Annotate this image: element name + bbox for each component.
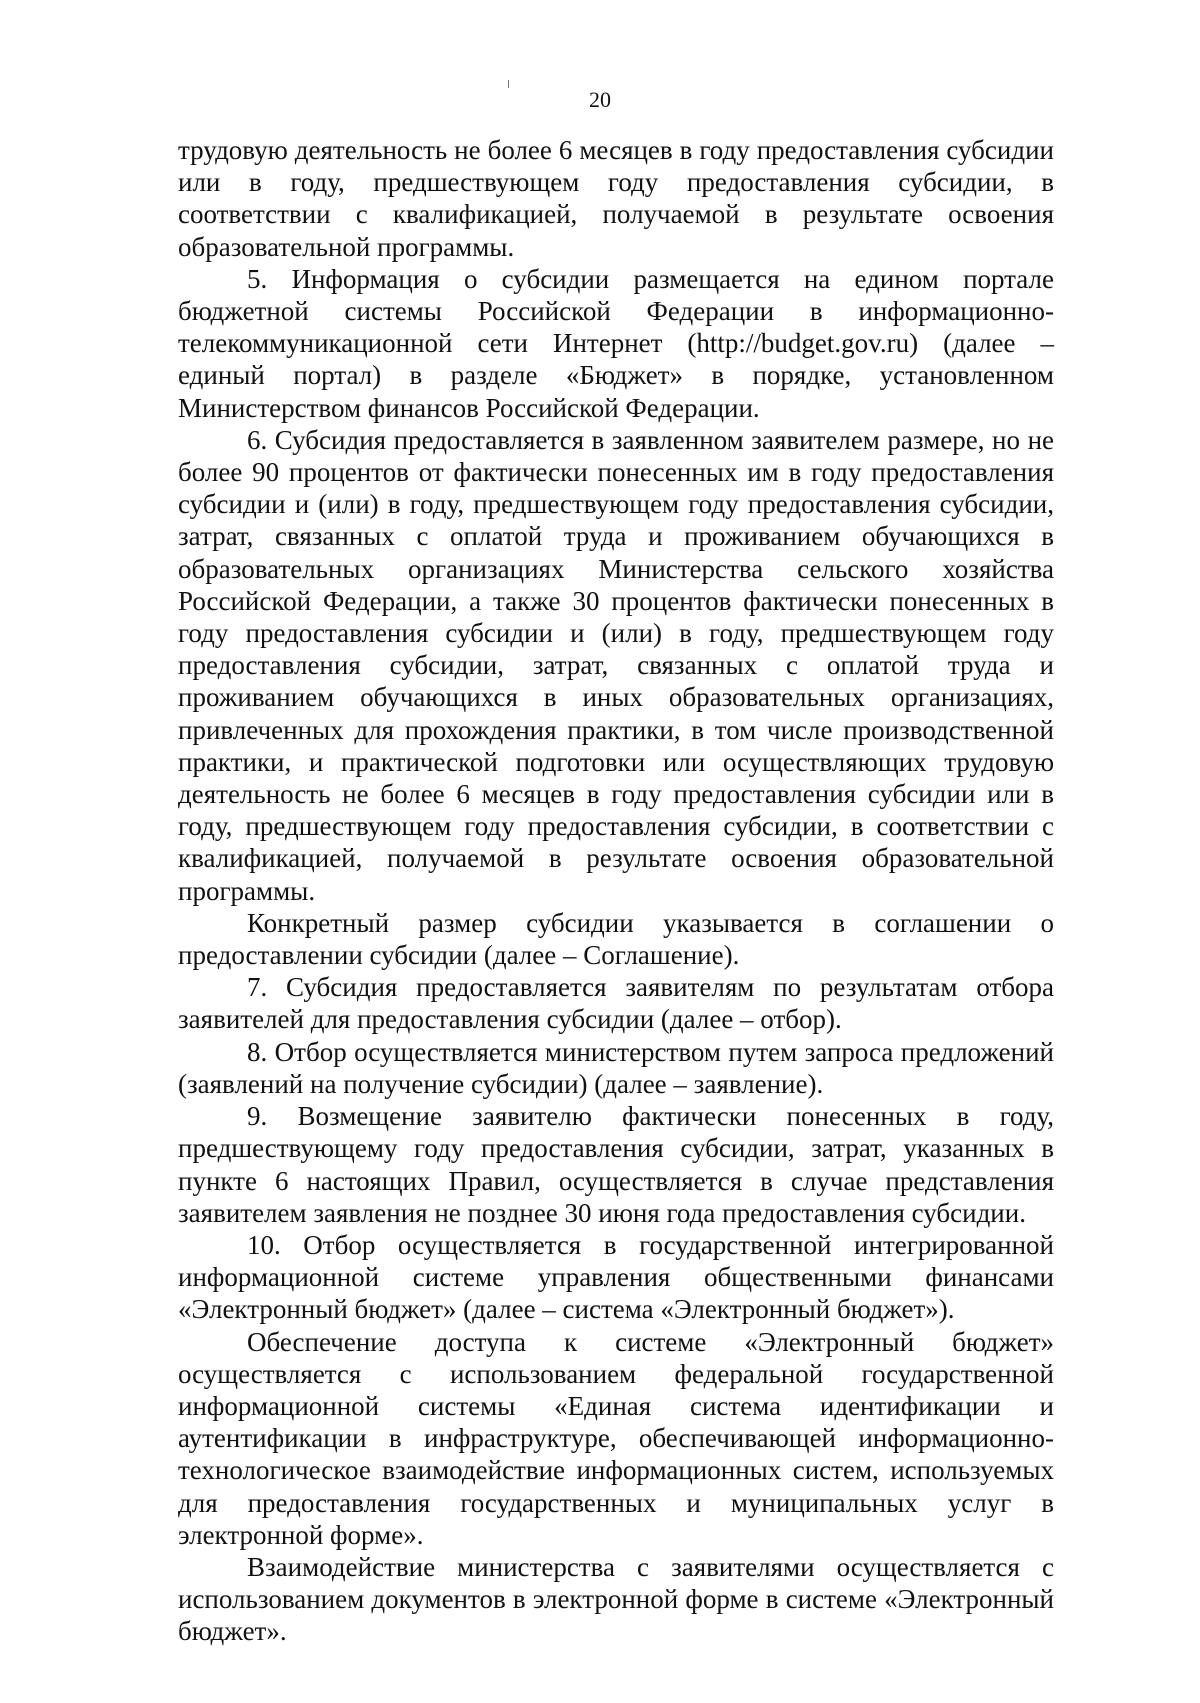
- document-body: [178, 134, 1054, 1648]
- paragraph-item-5: 5. Информация о субсидии размещается на едином портале бюджетной системы Российской Федерации в информационно-телекоммуникационной сети Интернет (http://budget.gov.ru) (далее – единый портал) в разделе «Бюджет» в порядке, установленном Министерством финансов Российской Федерации.: [178, 263, 1054, 423]
- paragraph-item-10: 10. Отбор осуществляется в государственной интегрированной информационной системе управления общественными финансами «Электронный бюджет» (далее – система «Электронный бюджет»).: [178, 1229, 1054, 1325]
- paragraph-system-access: Обеспечение доступа к системе «Электронный бюджет» осуществляется с использованием федеральной государственной информационной системы «Единая система идентификации и аутентификации в инфраструктуре, обеспечивающей информационно-технологическое взаимодействие информационных систем, используемых для предоставления государственных и муниципальных услуг в электронной форме».: [178, 1326, 1054, 1550]
- page-number: 20: [589, 87, 611, 112]
- paragraph-item-9: 9. Возмещение заявителю фактически понесенных в году, предшествующему году предоставления субсидии, затрат, указанных в пункте 6 настоящих Правил, осуществляется в случае представления заявителем заявления не позднее 30 июня года предоставления субсидии.: [178, 1101, 1054, 1228]
- paragraph-item-7: 7. Субсидия предоставляется заявителям по результатам отбора заявителей для предоставления субсидии (далее – отбор).: [178, 972, 1054, 1035]
- paragraph-item-6: 6. Субсидия предоставляется в заявленном заявителем размере, но не более 90 процентов от фактически понесенных им в году предоставления субсидии и (или) в году, предшествующем году предоставления субсидии, затрат, связанных с оплатой труда и проживанием обучающихся в образовательных организациях Министерства сельского хозяйства Российской Федерации, а также 30 процентов фактически понесенных в году предоставления субсидии и (или) в году, предшествующем году предоставления субсидии, затрат, связанных с оплатой труда и проживанием обучающихся в иных образовательных организациях, привлеченных для прохождения практики, в том числе производственной практики, и практической подготовки или осуществляющих трудовую деятельность не более 6 месяцев в году предоставления субсидии или в году, предшествующем году предоставления субсидии, в соответствии с квалификацией, получаемой в результате освоения образовательной программы.: [178, 424, 1054, 906]
- paragraph-subsidy-amount: Конкретный размер субсидии указывается в соглашении о предоставлении субсидии (далее – Соглашение).: [178, 907, 1054, 971]
- paragraph-continuation: трудовую деятельность не более 6 месяцев в году предоставления субсидии или в году, предшествующем году предоставления субсидии, в соответствии с квалификацией, получаемой в результате освоения образовательной программы.: [178, 135, 1054, 262]
- paragraph-item-8: 8. Отбор осуществляется министерством путем запроса предложений (заявлений на получение субсидии) (далее – заявление).: [178, 1036, 1054, 1099]
- paragraph-interaction: Взаимодействие министерства с заявителями осуществляется с использованием документов в электронной форме в системе «Электронный бюджет».: [178, 1551, 1054, 1647]
